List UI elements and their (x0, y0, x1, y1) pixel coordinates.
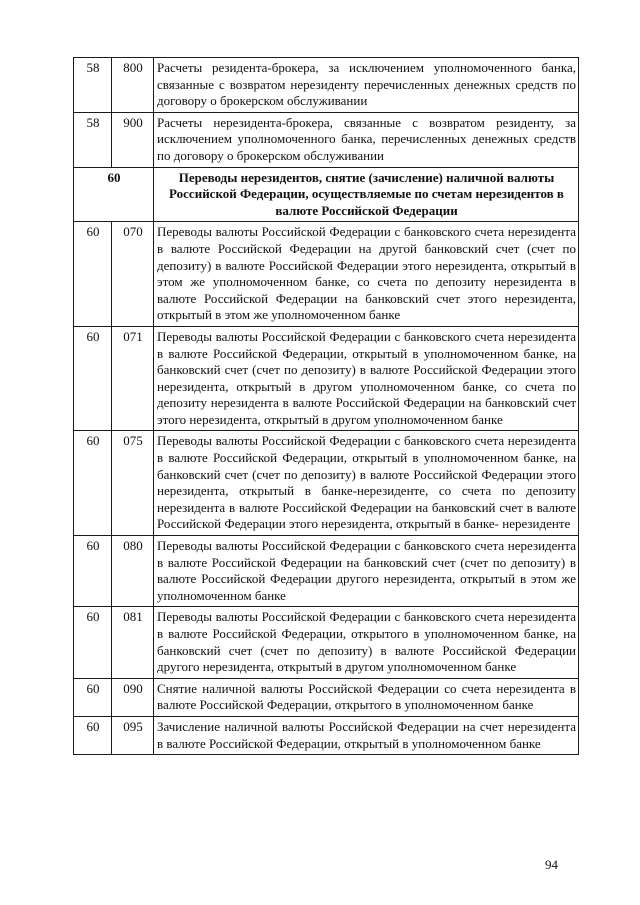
table-row (74, 607, 579, 678)
description-cell: Переводы валюты Российской Федерации с банковского счета нерезидента в валюте Российской Федерации на другой банковский счет (счет по депозиту) в валюте Российской Федерации этого нерезидента, открытый в этом же уполномоченном банке, со счета по депозиту нерезидента в валюте Российской Федерации на банковский счет этого нерезидента, открытый в этом же уполномоченном банке (154, 222, 579, 327)
group-cell: 60 (74, 536, 112, 607)
code-cell: 090 (112, 678, 154, 716)
group-cell: 60 (74, 678, 112, 716)
page-number: 94 (545, 857, 558, 872)
table-row (74, 58, 579, 113)
code-cell: 081 (112, 607, 154, 678)
group-cell: 60 (74, 716, 112, 754)
description-cell: Переводы валюты Российской Федерации с банковского счета нерезидента в валюте Российской Федерации, открытый в уполномоченном банке, на банковский счет (счет по депозиту) в валюте Российской Федерации этого нерезидента, открытый в другом уполномоченном банке, со счета по депозиту нерезидента в валюте Российской Федерации на банковский счет этого нерезидента, открытый в другом уполномоченном банке (154, 326, 579, 431)
description-cell: Переводы валюты Российской Федерации с банковского счета нерезидента в валюте Российской Федерации, открытый в уполномоченном банке, на банковский счет (счет по депозиту) в валюте Российской Федерации этого нерезидента, открытый в банке-нерезиденте, со счета по депозиту нерезидента в валюте Российской Федерации на банковский счет в валюте Российской Федерации этого нерезидента, открытый в банке- нерезиденте (154, 431, 579, 536)
table-row (74, 326, 579, 431)
description-cell: Переводы валюты Российской Федерации с банковского счета нерезидента в валюте Российской Федерации, открытого в уполномоченном банке, на банковский счет (счет по депозиту) в валюте Российской Федерации другого нерезидента, открытый в другом уполномоченном банке (154, 607, 579, 678)
section-title: Переводы нерезидентов, снятие (зачисление) наличной валюты Российской Федерации, осуществляемые по счетам нерезидентов в валюте Российской Федерации (154, 167, 579, 222)
group-cell: 60 (74, 431, 112, 536)
group-cell: 60 (74, 607, 112, 678)
code-cell: 900 (112, 112, 154, 167)
code-cell: 095 (112, 716, 154, 754)
table-row (74, 431, 579, 536)
description-cell: Зачисление наличной валюты Российской Федерации на счет нерезидента в валюте Российской Федерации, открытый в уполномоченном банке (154, 716, 579, 754)
description-cell: Снятие наличной валюты Российской Федерации со счета нерезидента в валюте Российской Федерации, открытого в уполномоченном банке (154, 678, 579, 716)
code-cell: 070 (112, 222, 154, 327)
code-cell: 080 (112, 536, 154, 607)
code-table (73, 57, 579, 755)
code-cell: 800 (112, 58, 154, 113)
table-row (74, 716, 579, 754)
code-cell: 071 (112, 326, 154, 431)
table-row (74, 678, 579, 716)
description-cell: Переводы валюты Российской Федерации с банковского счета нерезидента в валюте Российской Федерации на банковский счет (счет по депозиту) в валюте Российской Федерации другого нерезидента, открытый в этом же уполномоченном банке (154, 536, 579, 607)
group-cell: 60 (74, 326, 112, 431)
section-header-row (74, 167, 579, 222)
table-row (74, 222, 579, 327)
group-cell: 60 (74, 222, 112, 327)
description-cell: Расчеты резидента-брокера, за исключением уполномоченного банка, связанные с возвратом нерезиденту перечисленных денежных средств по договору о брокерском обслуживании (154, 58, 579, 113)
description-cell: Расчеты нерезидента-брокера, связанные с возвратом резиденту, за исключением уполномоченного банка, перечисленных денежных средств по договору о брокерском обслуживании (154, 112, 579, 167)
table-row (74, 536, 579, 607)
code-cell: 075 (112, 431, 154, 536)
group-cell: 58 (74, 112, 112, 167)
table-row (74, 112, 579, 167)
group-cell: 58 (74, 58, 112, 113)
section-number: 60 (74, 167, 154, 222)
